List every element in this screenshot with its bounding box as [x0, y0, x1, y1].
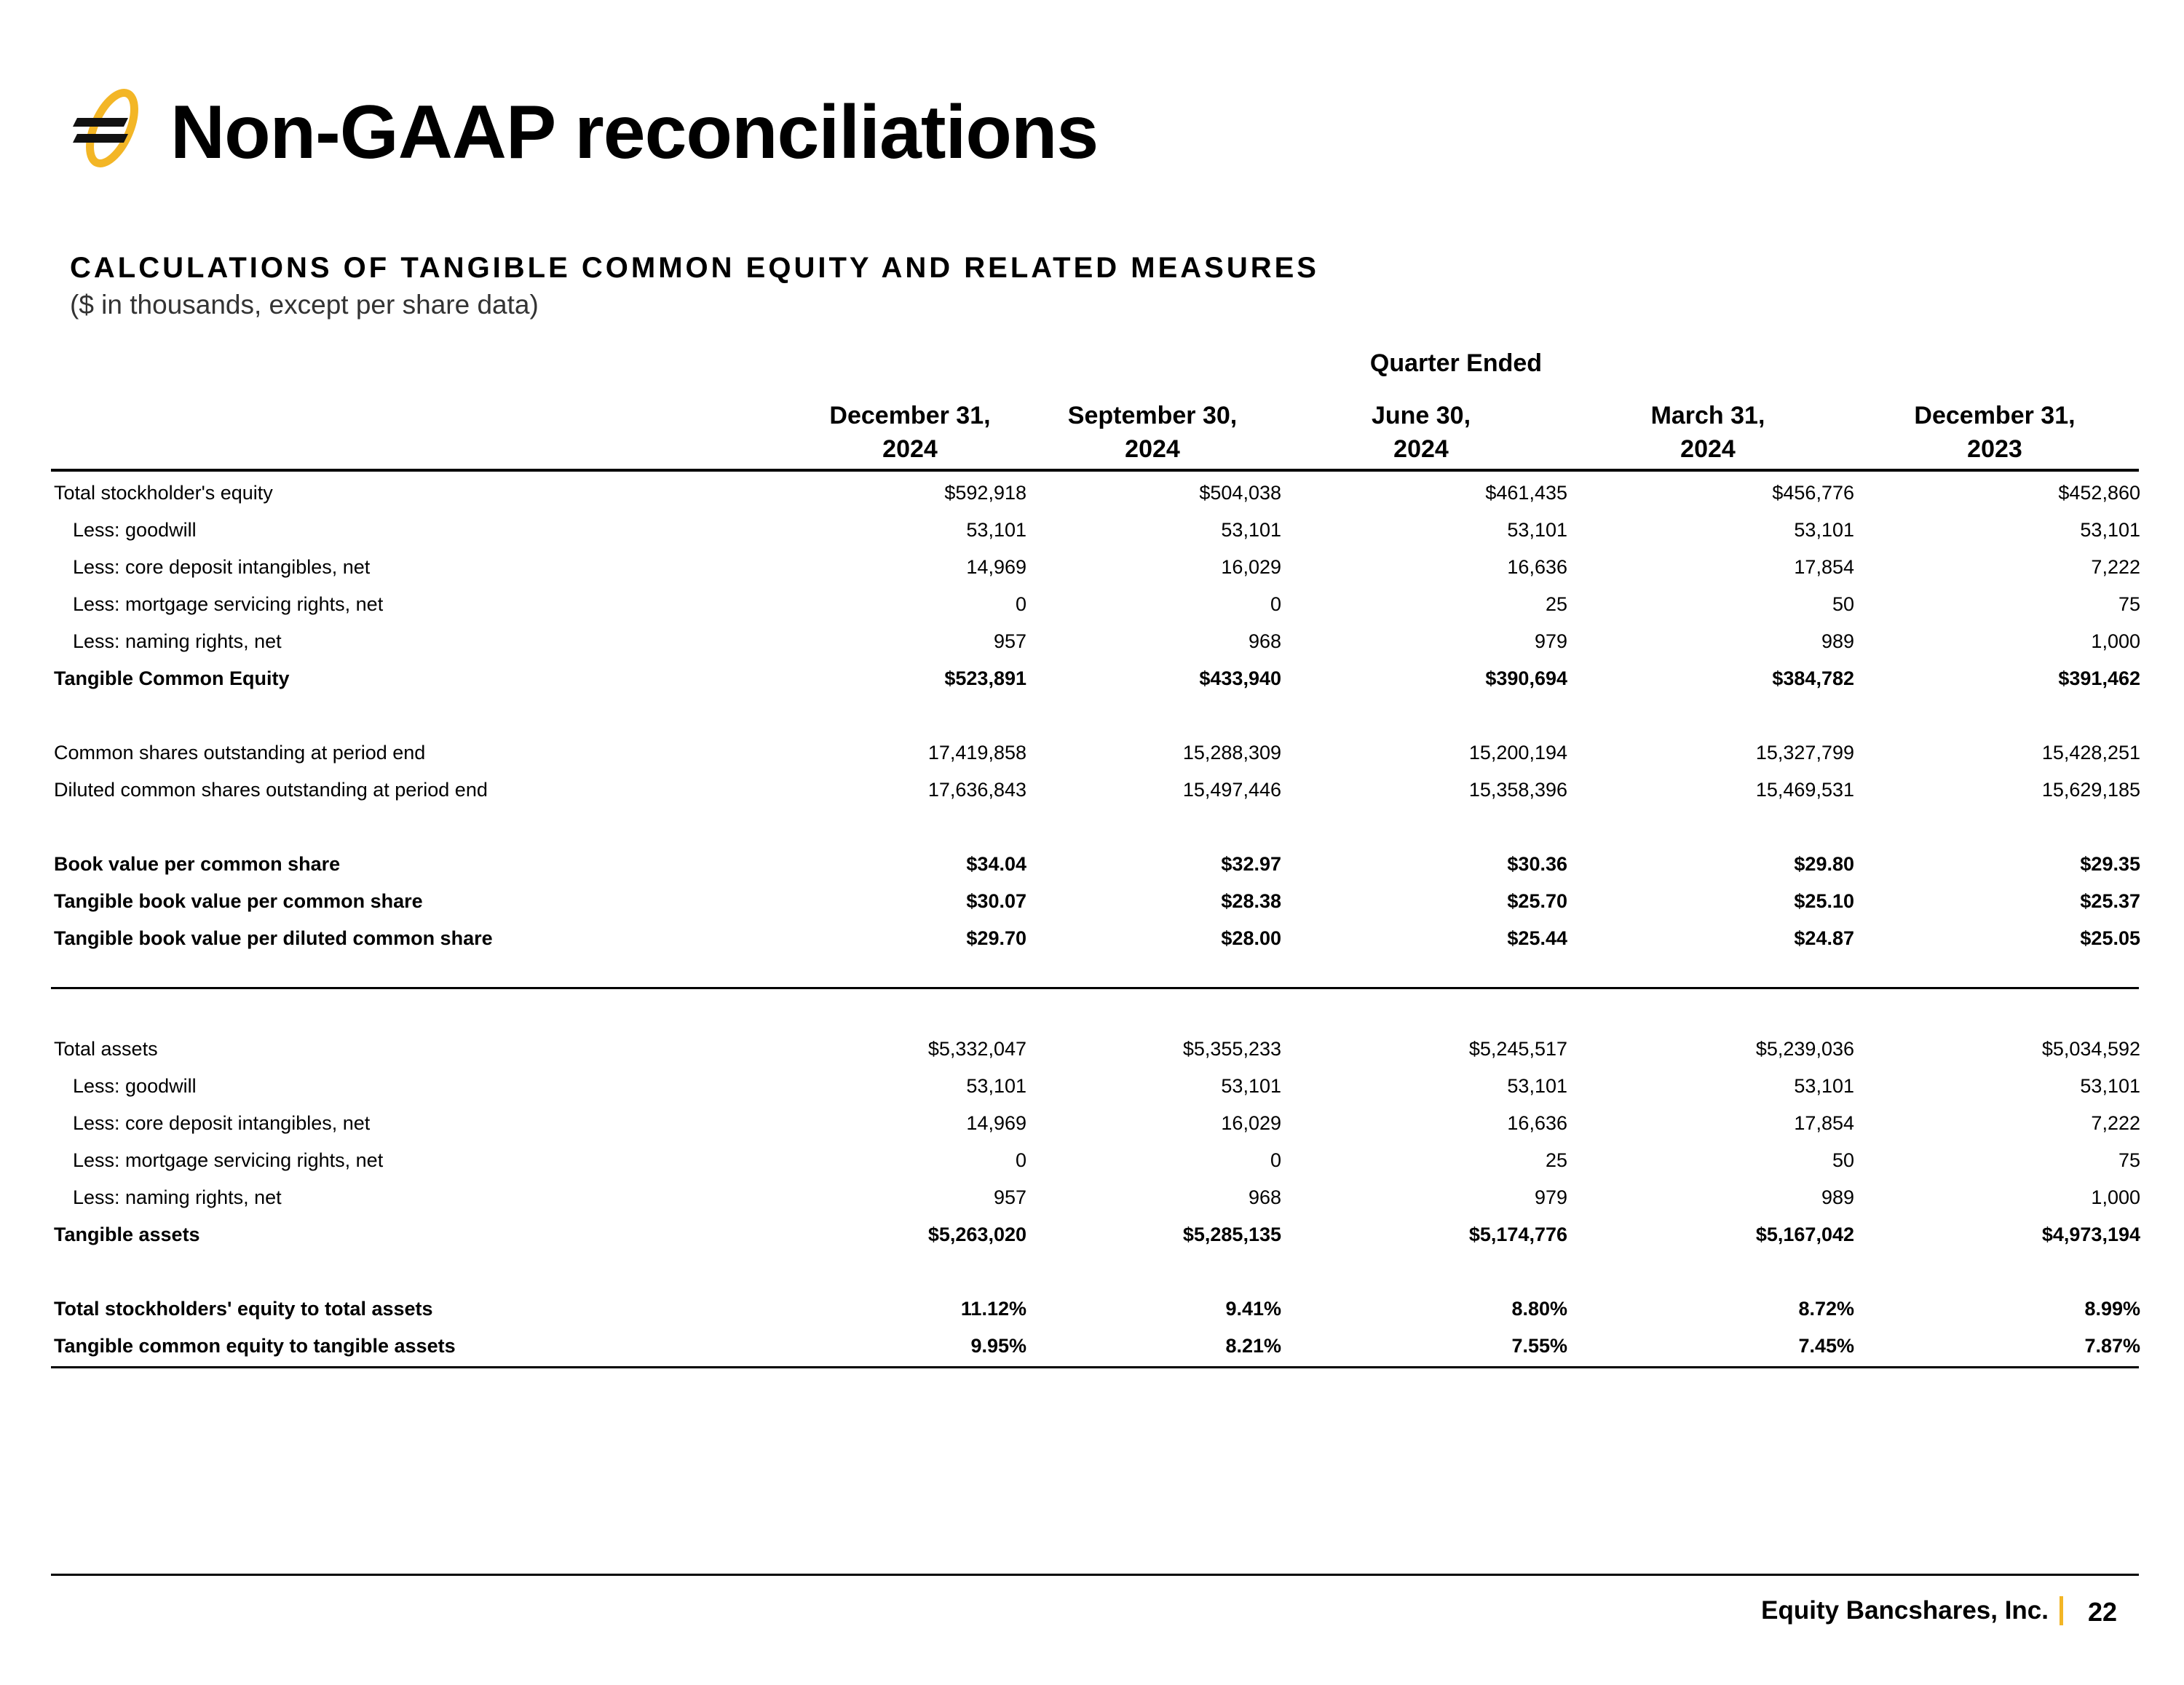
- footer-rule: [51, 1574, 2139, 1576]
- cell-value: 15,200,194: [1468, 742, 1567, 764]
- company-logo-icon: [70, 86, 143, 172]
- cell-value: 0: [1015, 1149, 1026, 1171]
- cell-value: 17,854: [1794, 556, 1854, 578]
- table-row: [51, 1290, 2139, 1328]
- cell-value: 11.12%: [960, 1298, 1026, 1320]
- column-header-line1: September 30,: [1067, 402, 1238, 429]
- cell-value: $592,918: [944, 482, 1026, 504]
- table-row: [51, 1216, 2139, 1253]
- column-header-line2: 2024: [1125, 435, 1180, 463]
- cell-value: 50: [1832, 1149, 1854, 1171]
- cell-value: 1,000: [2091, 1186, 2140, 1208]
- cell-value: $30.07: [966, 890, 1026, 912]
- cell-value: $5,167,042: [1755, 1224, 1854, 1245]
- cell-value: $32.97: [1221, 853, 1281, 875]
- cell-value: 17,636,843: [927, 779, 1026, 801]
- column-header-jun-2024: [1290, 399, 1552, 466]
- cell-value: 17,854: [1794, 1112, 1854, 1134]
- table-row: [51, 772, 2139, 809]
- cell-value: $5,263,020: [927, 1224, 1026, 1245]
- cell-value: 15,428,251: [2041, 742, 2140, 764]
- column-header-line2: 2024: [882, 435, 938, 463]
- header-rule: [51, 469, 2139, 472]
- cell-value: $523,891: [944, 667, 1026, 689]
- row-label: Total stockholder's equity: [54, 482, 273, 504]
- cell-value: 53,101: [1794, 1075, 1854, 1097]
- cell-value: $24.87: [1794, 927, 1854, 949]
- cell-value: $391,462: [2058, 667, 2140, 689]
- cell-value: $28.00: [1221, 927, 1281, 949]
- cell-value: $30.36: [1507, 853, 1567, 875]
- cell-value: $4,973,194: [2041, 1224, 2140, 1245]
- cell-value: 25: [1545, 1149, 1567, 1171]
- quarter-ended-label: Quarter Ended: [1369, 349, 1543, 377]
- page-number: 22: [2088, 1597, 2118, 1627]
- cell-value: 16,636: [1507, 1112, 1567, 1134]
- cell-value: 968: [1248, 630, 1281, 652]
- cell-value: 9.95%: [970, 1335, 1026, 1357]
- cell-value: 75: [2118, 1149, 2140, 1171]
- cell-value: 979: [1534, 1186, 1567, 1208]
- cell-value: $5,285,135: [1182, 1224, 1281, 1245]
- cell-value: 989: [1821, 630, 1854, 652]
- cell-value: 25: [1545, 593, 1567, 615]
- cell-value: 7,222: [2091, 556, 2140, 578]
- cell-value: 9.41%: [1225, 1298, 1281, 1320]
- row-label: Tangible book value per diluted common share: [54, 927, 493, 949]
- cell-value: 16,029: [1221, 556, 1281, 578]
- cell-value: 957: [993, 1186, 1026, 1208]
- cell-value: $433,940: [1199, 667, 1281, 689]
- cell-value: 50: [1832, 593, 1854, 615]
- cell-value: 75: [2118, 593, 2140, 615]
- column-header-sep-2024: [1021, 399, 1283, 466]
- cell-value: 979: [1534, 630, 1567, 652]
- cell-value: 14,969: [966, 1112, 1026, 1134]
- cell-value: $25.10: [1794, 890, 1854, 912]
- row-label: Less: goodwill: [73, 1075, 197, 1097]
- cell-value: 53,101: [966, 1075, 1026, 1097]
- table-row: [51, 1105, 2139, 1142]
- cell-value: $29.35: [2080, 853, 2140, 875]
- row-label: Tangible book value per common share: [54, 890, 423, 912]
- column-header-line1: December 31,: [1914, 402, 2076, 429]
- row-label: Diluted common shares outstanding at period end: [54, 779, 488, 801]
- table-row: [51, 475, 2139, 512]
- cell-value: 7.55%: [1511, 1335, 1567, 1357]
- row-label: Less: mortgage servicing rights, net: [73, 593, 384, 615]
- table-row: [51, 883, 2139, 920]
- cell-value: $456,776: [1772, 482, 1854, 504]
- footer-separator: [2060, 1596, 2063, 1625]
- section-title: CALCULATIONS OF TANGIBLE COMMON EQUITY AND RELATED MEASURES: [70, 252, 1319, 284]
- cell-value: 957: [993, 630, 1026, 652]
- cell-value: 7,222: [2091, 1112, 2140, 1134]
- cell-value: $28.38: [1221, 890, 1281, 912]
- cell-value: $5,174,776: [1468, 1224, 1567, 1245]
- cell-value: 15,358,396: [1468, 779, 1567, 801]
- row-label: Common shares outstanding at period end: [54, 742, 426, 764]
- cell-value: 0: [1270, 1149, 1281, 1171]
- column-header-line1: June 30,: [1371, 402, 1471, 429]
- table-row: [51, 1031, 2139, 1068]
- row-label: Less: naming rights, net: [73, 1186, 282, 1208]
- row-label: Tangible Common Equity: [54, 667, 290, 689]
- cell-value: 53,101: [1507, 1075, 1567, 1097]
- column-header-dec-2023: [1864, 399, 2126, 466]
- cell-value: $5,355,233: [1182, 1038, 1281, 1060]
- cell-value: $29.70: [966, 927, 1026, 949]
- cell-value: 0: [1015, 593, 1026, 615]
- page-title: Non-GAAP reconciliations: [170, 90, 1099, 175]
- cell-value: 8.72%: [1798, 1298, 1854, 1320]
- cell-value: 16,029: [1221, 1112, 1281, 1134]
- table-row: [51, 512, 2139, 549]
- cell-value: $384,782: [1772, 667, 1854, 689]
- table-row: [51, 1142, 2139, 1179]
- cell-value: 53,101: [1507, 519, 1567, 541]
- column-header-line2: 2024: [1680, 435, 1736, 463]
- cell-value: 53,101: [1221, 519, 1281, 541]
- cell-value: $25.37: [2080, 890, 2140, 912]
- cell-value: 53,101: [966, 519, 1026, 541]
- row-label: Total assets: [54, 1038, 158, 1060]
- cell-value: $504,038: [1199, 482, 1281, 504]
- row-label: Less: core deposit intangibles, net: [73, 1112, 371, 1134]
- cell-value: 0: [1270, 593, 1281, 615]
- cell-value: 53,101: [1794, 519, 1854, 541]
- cell-value: 15,288,309: [1182, 742, 1281, 764]
- row-label: Less: goodwill: [73, 519, 197, 541]
- table-row: [51, 660, 2139, 697]
- cell-value: $34.04: [966, 853, 1026, 875]
- table-row: [51, 734, 2139, 772]
- cell-value: 53,101: [2080, 519, 2140, 541]
- row-label: Less: naming rights, net: [73, 630, 282, 652]
- table-row: [51, 1179, 2139, 1216]
- cell-value: 15,629,185: [2041, 779, 2140, 801]
- table-row: [51, 623, 2139, 660]
- cell-value: 15,497,446: [1182, 779, 1281, 801]
- cell-value: 8.21%: [1225, 1335, 1281, 1357]
- cell-value: $5,245,517: [1468, 1038, 1567, 1060]
- column-header-line2: 2024: [1393, 435, 1449, 463]
- cell-value: 989: [1821, 1186, 1854, 1208]
- cell-value: $25.44: [1507, 927, 1567, 949]
- section-divider: [51, 987, 2139, 989]
- cell-value: $461,435: [1485, 482, 1567, 504]
- cell-value: 53,101: [1221, 1075, 1281, 1097]
- cell-value: 15,327,799: [1755, 742, 1854, 764]
- row-label: Less: core deposit intangibles, net: [73, 556, 371, 578]
- row-label: Tangible assets: [54, 1224, 200, 1245]
- cell-value: $25.70: [1507, 890, 1567, 912]
- table-bottom-rule: [51, 1366, 2139, 1368]
- table-row: [51, 1328, 2139, 1365]
- row-label: Tangible common equity to tangible assets: [54, 1335, 456, 1357]
- cell-value: $5,034,592: [2041, 1038, 2140, 1060]
- cell-value: 8.80%: [1511, 1298, 1567, 1320]
- cell-value: 7.45%: [1798, 1335, 1854, 1357]
- column-header-mar-2024: [1577, 399, 1839, 466]
- cell-value: 16,636: [1507, 556, 1567, 578]
- cell-value: 8.99%: [2084, 1298, 2140, 1320]
- cell-value: $5,332,047: [927, 1038, 1026, 1060]
- row-label: Book value per common share: [54, 853, 341, 875]
- cell-value: $29.80: [1794, 853, 1854, 875]
- cell-value: 968: [1248, 1186, 1281, 1208]
- table-row: [51, 846, 2139, 883]
- cell-value: $5,239,036: [1755, 1038, 1854, 1060]
- column-header-dec-2024: [779, 399, 1041, 466]
- cell-value: 17,419,858: [927, 742, 1026, 764]
- table-row: [51, 1068, 2139, 1105]
- row-label: Less: mortgage servicing rights, net: [73, 1149, 384, 1171]
- cell-value: 53,101: [2080, 1075, 2140, 1097]
- column-header-line1: December 31,: [829, 402, 991, 429]
- cell-value: 1,000: [2091, 630, 2140, 652]
- cell-value: $25.05: [2080, 927, 2140, 949]
- column-header-line1: March 31,: [1650, 402, 1765, 429]
- cell-value: $452,860: [2058, 482, 2140, 504]
- row-label: Total stockholders' equity to total assets: [54, 1298, 433, 1320]
- cell-value: 15,469,531: [1755, 779, 1854, 801]
- cell-value: 14,969: [966, 556, 1026, 578]
- cell-value: $390,694: [1485, 667, 1567, 689]
- section-subtitle: ($ in thousands, except per share data): [70, 290, 539, 320]
- column-header-line2: 2023: [1967, 435, 2022, 463]
- table-row: [51, 920, 2139, 957]
- table-row: [51, 549, 2139, 586]
- cell-value: 7.87%: [2084, 1335, 2140, 1357]
- footer-company-name: Equity Bancshares, Inc.: [1761, 1596, 2049, 1625]
- table-row: [51, 586, 2139, 623]
